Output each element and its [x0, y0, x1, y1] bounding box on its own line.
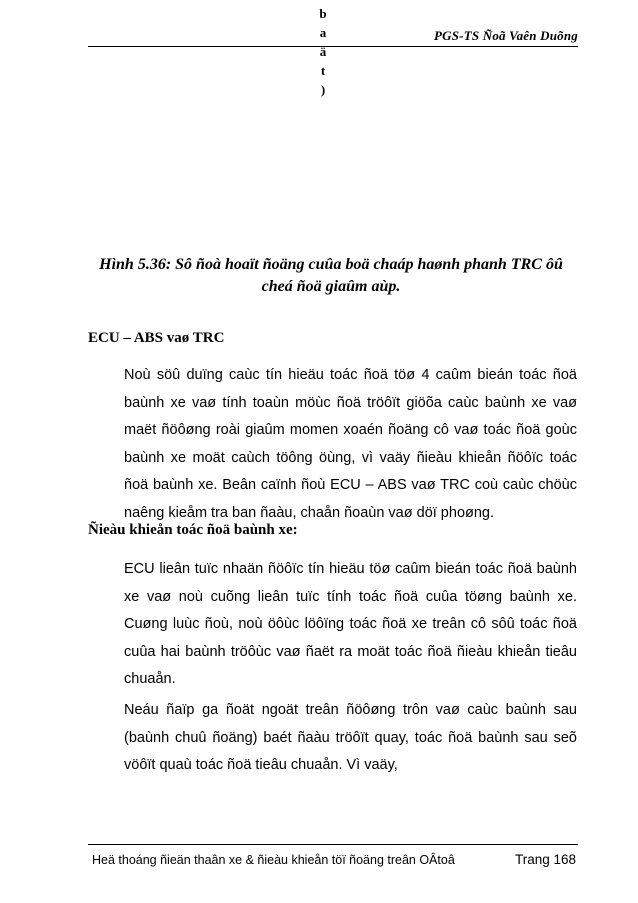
fragment-char: a [319, 25, 327, 40]
page-number: Trang 168 [514, 852, 576, 867]
section-heading-speed-control: Ñieàu khieån toác ñoä baùnh xe: [88, 522, 298, 538]
vertical-text-fragment [317, 4, 329, 99]
paragraph-ecu: Noù söû duïng caùc tín hieäu toác ñoä töø 4 caûm bieán toác ñoä baùnh xe vaø tính toaùn möùc ñoä tröôït giöõa caùc baùnh xe vaø maët ñöôøng roài giaûm momen xoaén ñoäng cô vaø toác ñoä goùc baùnh xe moät caùch töông öùng, vì vaäy ñieàu khieån ñöôïc toác ñoä baùnh xe. Beân caïnh ñoù ECU – ABS vaø TRC coù caùc chöùc naêng kieåm tra ban ñaàu, chaån ñoaùn vaø döï phoøng. [124, 367, 577, 521]
paragraph-speed-control-1: ECU lieân tuïc nhaän ñöôïc tín hieäu töø caûm bieán toác ñoä baùnh xe vaø noù cuõng lieân tuïc tính toác ñoä cuûa töøng baùnh xe. Cuøng luùc ñoù, noù öôùc löôïng toác ñoä xe treân cô sôû toác ñoä cuûa hai baùnh tröôùc vaø ñaët ra moät toác ñoä ñieàu khieån tieâu chuaån. [124, 561, 577, 687]
fragment-char: b [319, 6, 327, 21]
header-divider [88, 46, 578, 47]
section-heading-ecu: ECU – ABS vaø TRC [88, 330, 225, 346]
fragment-char: ) [320, 82, 326, 97]
header-title: PGS-TS Ñoã Vaên Duõng [434, 28, 578, 43]
figure-caption: Hình 5.36: Sô ñoà hoaït ñoäng cuûa boä chaáp haønh phanh TRC ôû cheá ñoä giaûm aùp. [99, 256, 563, 295]
fragment-char: t [320, 63, 326, 78]
footer-book-title: Heä thoáng ñieän thaân xe & ñieàu khieån töï ñoäng treân OÂtoâ [92, 853, 455, 867]
footer-divider [88, 844, 578, 845]
paragraph-speed-control-2: Neáu ñaïp ga ñoät ngoät treân ñöôøng trôn vaø caùc baùnh sau (baùnh chuû ñoäng) baét ñaàu tröôït quay, toác ñoä baùnh sau seõ vöôït quaù toác ñoä tieâu chuaån. Vì vaäy, [124, 702, 577, 773]
fragment-char: ä [319, 44, 327, 59]
